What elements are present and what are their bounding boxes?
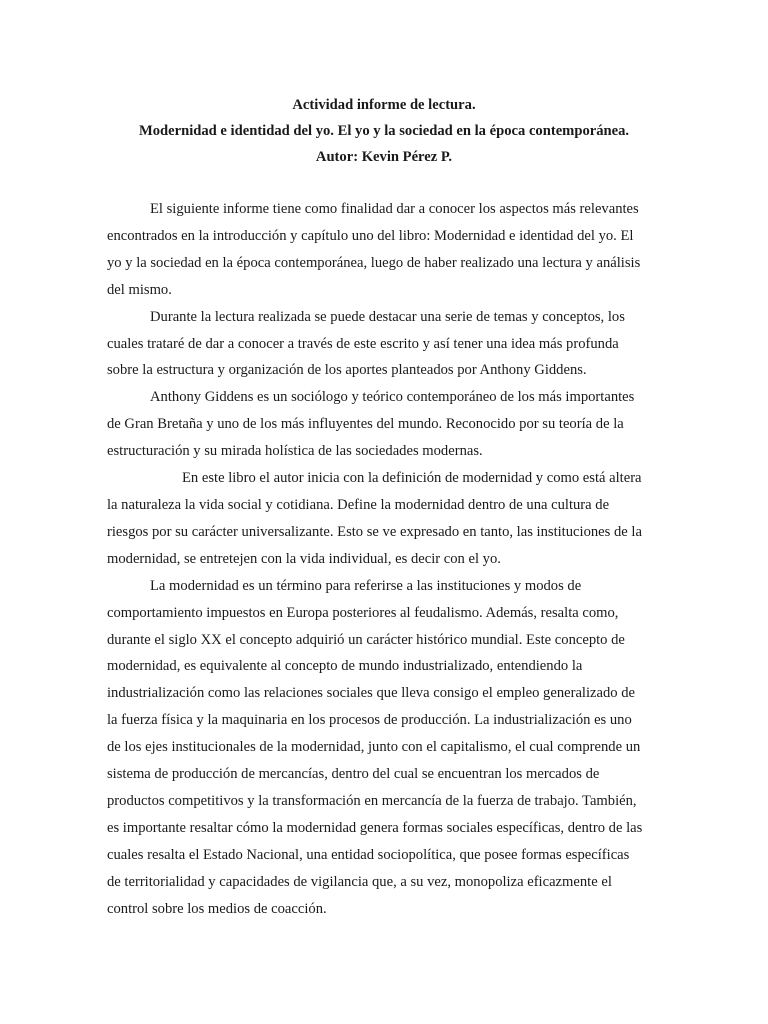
document-title: Actividad informe de lectura. [292,97,476,113]
document-header [0,92,768,170]
text-line: modernidad, es equivalente al concepto de mundo industrializado, entendiendo la [107,658,583,675]
text-line: riesgos por su carácter universalizante. Esto se ve expresado en tanto, las instituciones de la [107,523,642,540]
text-line: cuales trataré de dar a conocer a través de este escrito y así tener una idea más profunda [107,335,619,352]
text-line: durante el siglo XX el concepto adquirió un carácter histórico mundial. Este concepto de [107,631,625,648]
text-line: productos competitivos y la transformación en mercancía de la fuerza de trabajo. También, [107,792,637,809]
text-line: modernidad, se entretejen con la vida individual, es decir con el yo. [107,550,501,567]
text-line: La modernidad es un término para referirse a las instituciones y modos de [150,577,582,594]
text-line: la fuerza física y la maquinaria en los procesos de producción. La industrialización es uno [107,712,632,729]
text-line: es importante resaltar cómo la modernidad genera formas sociales específicas, dentro de las [107,819,643,836]
text-line: sobre la estructura y organización de los aportes planteados por Anthony Giddens. [107,362,587,379]
text-line: En este libro el autor inicia con la definición de modernidad y como está altera [182,470,642,487]
document-subtitle: Modernidad e identidad del yo. El yo y la sociedad en la época contemporánea. [138,123,630,139]
text-line: estructuración y su mirada holística de las sociedades modernas. [107,443,483,460]
text-line: industrialización como las relaciones sociales que lleva consigo el empleo generalizado de [107,685,636,702]
text-line: cuales resalta el Estado Nacional, una entidad sociopolítica, que posee formas específicas [107,846,630,863]
text-line: de los ejes institucionales de la modernidad, junto con el capitalismo, el cual comprende un [107,739,641,756]
text-line: la naturaleza la vida social y cotidiana. Define la modernidad dentro de una cultura de [107,496,610,513]
text-line: de Gran Bretaña y uno de los más influyentes del mundo. Reconocido por su teoría de la [107,416,624,433]
text-line: comportamiento impuestos en Europa posteriores al feudalismo. Además, resalta como, [107,604,619,621]
text-line: El siguiente informe tiene como finalidad dar a conocer los aspectos más relevantes [150,201,639,217]
text-line: encontrados en la introducción y capítulo uno del libro: Modernidad e identidad del yo. El [107,227,634,244]
text-line: del mismo. [107,281,172,298]
text-line: yo y la sociedad en la época contemporánea, luego de haber realizado una lectura y análisis [107,254,641,271]
text-line: control sobre los medios de coacción. [107,900,327,917]
document-author: Autor: Kevin Pérez P. [315,149,453,165]
text-line: sistema de producción de mercancías, dentro del cual se encuentran los mercados de [107,766,600,783]
text-line: Anthony Giddens es un sociólogo y teórico contemporáneo de los más importantes [150,389,635,406]
text-line: de territorialidad y capacidades de vigilancia que, a su vez, monopoliza eficazmente el [107,873,612,890]
document-body [107,196,661,922]
text-line: Durante la lectura realizada se puede destacar una serie de temas y conceptos, los [150,308,625,325]
